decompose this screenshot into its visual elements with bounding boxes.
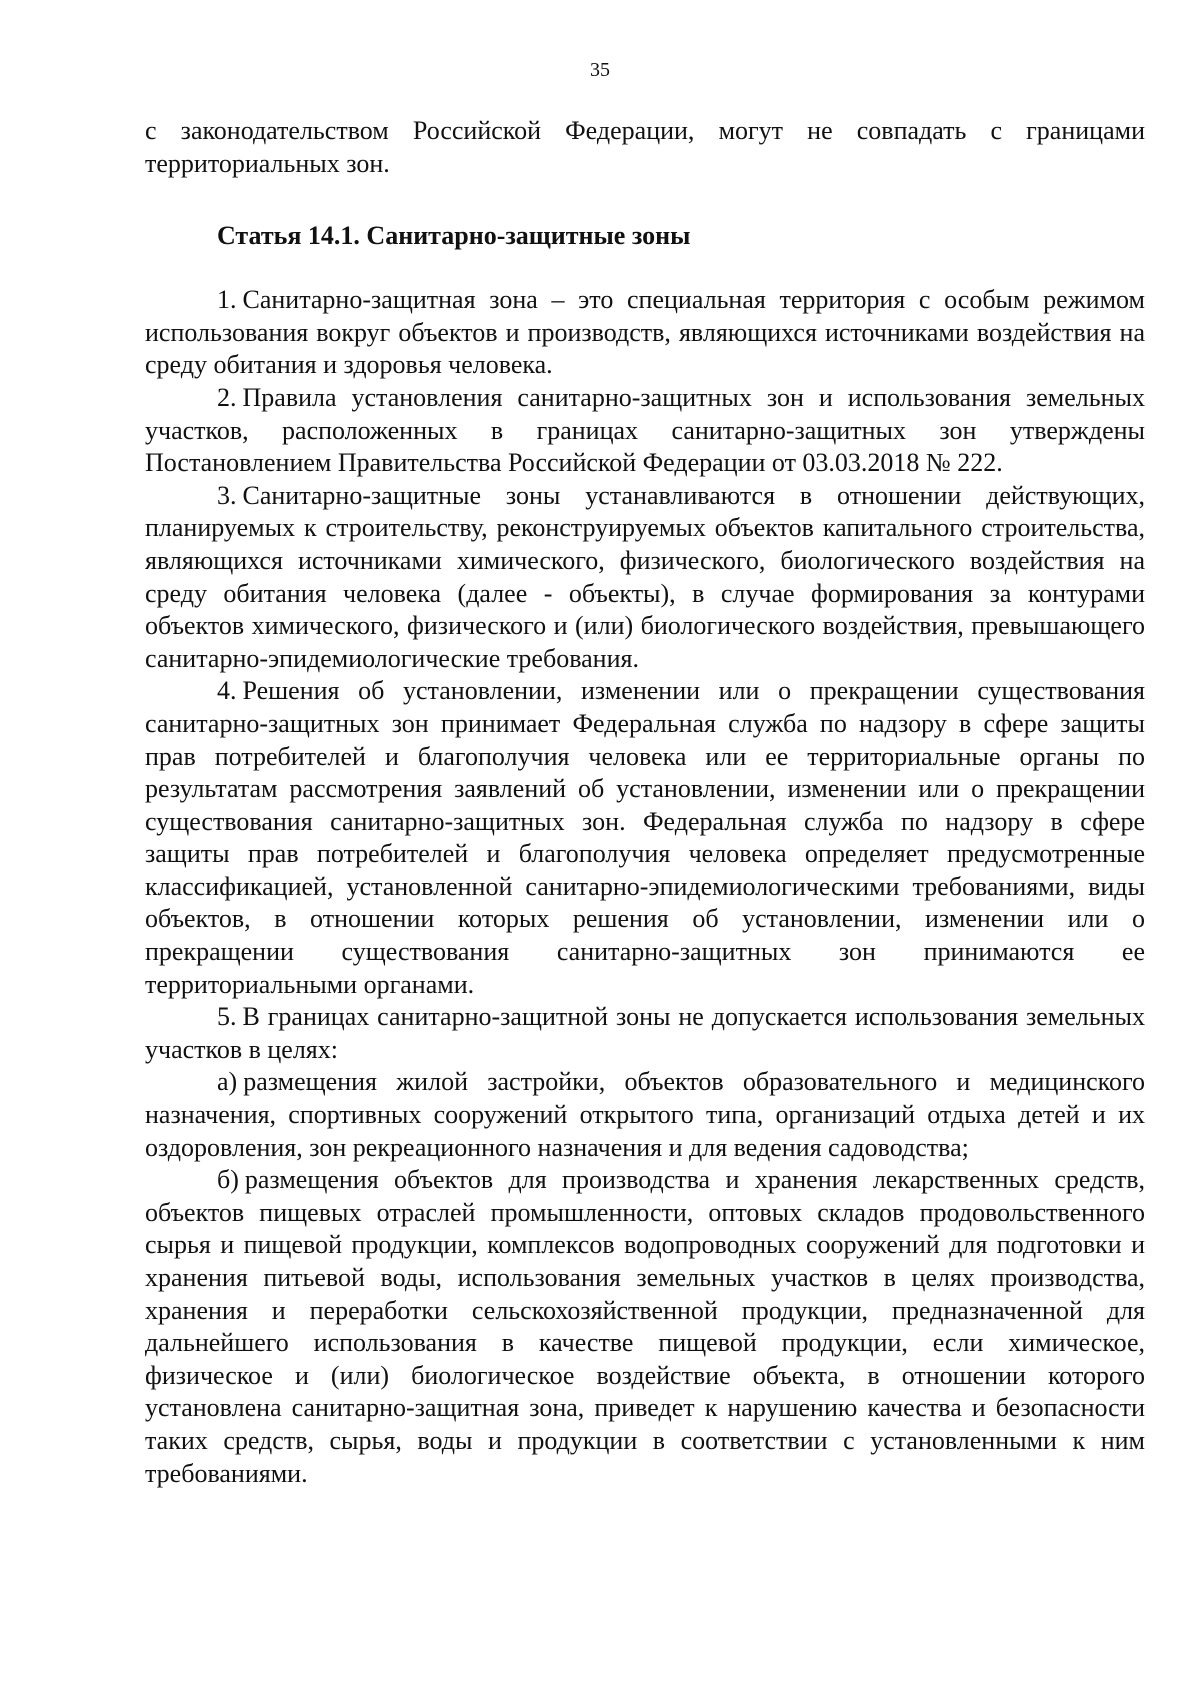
paragraph-2 (145, 382, 1145, 480)
paragraph-number: 3. (217, 480, 237, 510)
subparagraph-text: размещения объектов для производства и хранения лекарственных средств, объектов пищевых отраслей промышленности, оптовых складов продовольственного сырья и пищевой продукции, комплексов водопроводных сооружений для подготовки и хранения питьевой воды, использования земельных участков в целях производства, хранения и переработки сельскохозяйственной продукции, предназначенной для дальнейшего использования в качестве пищевой продукции, если химическое, физическое и (или) биологическое воздействие объекта, в отношении которого установлена санитарно-защитная зона, приведет к нарушению качества и безопасности таких средств, сырья, воды и продукции в соответствии с установленными к ним требованиями. (145, 1165, 1145, 1488)
paragraph-number: 2. (217, 382, 237, 412)
paragraph-4 (145, 675, 1145, 1001)
paragraph-text: Решения об установлении, изменении или о прекращении существования санитарно-защитных зон принимает Федеральная служба по надзору в сфере защиты прав потребителей и благополучия человека или ее территориальные органы по результатам рассмотрения заявлений об установлении, изменении или о прекращении существования санитарно-защитных зон. Федеральная служба по надзору в сфере защиты прав потребителей и благополучия человека определяет предусмотренные классификацией, установленной санитарно-эпидемиологическими требованиями, виды объектов, в отношении которых решения об установлении, изменении или о прекращении существования санитарно-защитных зон принимаются ее территориальными органами. (145, 676, 1145, 999)
subparagraph-text: размещения жилой застройки, объектов образовательного и медицинского назначения, спортивных сооружений открытого типа, организаций отдыха детей и их оздоровления, зон рекреационного назначения и для ведения садоводства; (145, 1067, 1145, 1162)
paragraph-text: Правила установления санитарно-защитных зон и использования земельных участков, расположенных в границах санитарно-защитных зон утверждены Постановлением Правительства Российской Федерации от 03.03.2018 № 222. (145, 382, 1145, 478)
paragraph-text: Санитарно-защитные зоны устанавливаются в отношении действующих, планируемых к строительству, реконструируемых объектов капитального строительства, являющихся источниками химического, физического, биологического воздействия на среду обитания человека (далее - объекты), в случае формирования за контурами объектов химического, физического и (или) биологического воздействия, превышающего санитарно-эпидемиологические требования. (145, 480, 1145, 673)
paragraph-3 (145, 480, 1145, 676)
subparagraph-a (145, 1066, 1145, 1164)
paragraph-text: Санитарно-защитная зона – это специальная территория с особым режимом использования вокруг объектов и производств, являющихся источниками воздействия на среду обитания и здоровья человека. (145, 285, 1145, 380)
subparagraph-b (145, 1164, 1145, 1490)
subparagraph-letter: а) (217, 1067, 238, 1097)
paragraph-1 (145, 284, 1145, 382)
paragraph-text: В границах санитарно-защитной зоны не допускается использования земельных участков в целях: (145, 1002, 1145, 1064)
intro-paragraph: с законодательством Российской Федерации, могут не совпадать с границами территориальных зон. (145, 116, 1145, 178)
page-content (145, 115, 1145, 1490)
paragraph-number: 1. (217, 285, 237, 315)
page-number: 35 (590, 59, 610, 81)
subparagraph-letter: б) (217, 1165, 239, 1195)
paragraph-5 (145, 1001, 1145, 1066)
paragraph-number: 4. (217, 676, 237, 706)
article-title: Статья 14.1. Санитарно-защитные зоны (217, 221, 691, 251)
paragraph-number: 5. (217, 1002, 237, 1032)
